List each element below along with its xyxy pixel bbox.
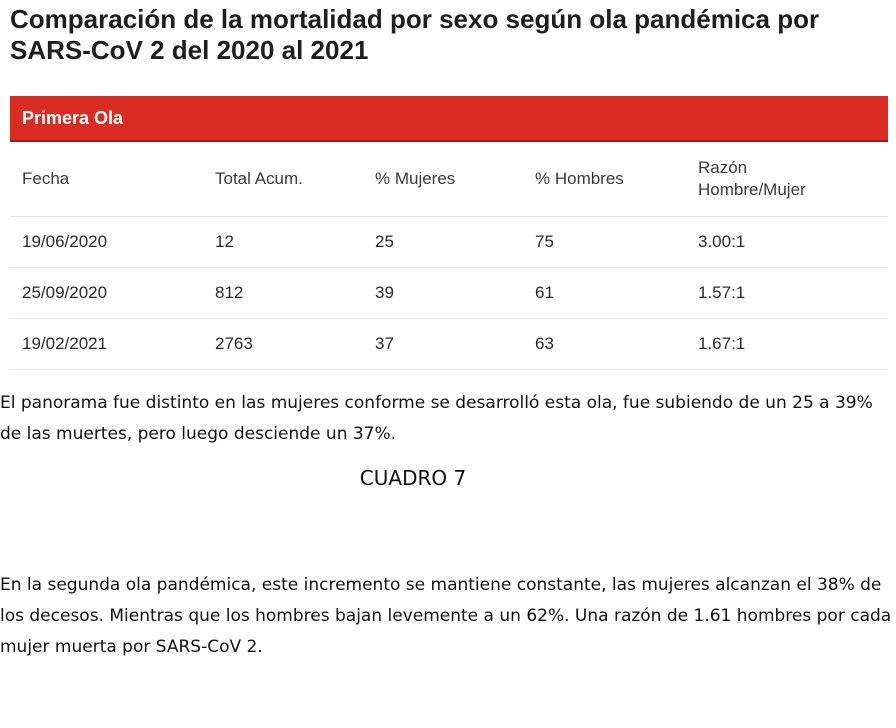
cell-hombres: 75 xyxy=(523,217,686,268)
column-header-total: Total Acum. xyxy=(203,142,363,217)
cell-mujeres: 39 xyxy=(363,268,523,319)
cell-fecha: 25/09/2020 xyxy=(10,268,203,319)
table-caption: CUADRO 7 xyxy=(359,466,467,490)
cell-total: 2763 xyxy=(203,319,363,370)
column-header-razon: Razón Hombre/Mujer xyxy=(686,142,888,217)
paragraph-second-wave: En la segunda ola pandémica, este incremento se mantiene constante, las mujeres alcanzan el 38% de los decesos. Mientras que los hombres bajan levemente a un 62%. Una razón de 1.61 hombres por cada mujer muerta por SARS-CoV 2. xyxy=(0,575,892,657)
cell-fecha: 19/02/2021 xyxy=(10,319,203,370)
table-row xyxy=(10,319,888,370)
cell-razon: 1.67:1 xyxy=(686,319,888,370)
table-row xyxy=(10,217,888,268)
mortality-table-card xyxy=(10,96,888,370)
table-row xyxy=(10,268,888,319)
cell-hombres: 63 xyxy=(523,319,686,370)
cell-razon: 1.57:1 xyxy=(686,268,888,319)
card-header: Primera Ola xyxy=(10,96,888,142)
column-header-hombres: % Hombres xyxy=(523,142,686,217)
table-header-row xyxy=(10,142,888,217)
column-header-fecha: Fecha xyxy=(10,142,203,217)
page-title: Comparación de la mortalidad por sexo según ola pandémica por SARS-CoV 2 del 2020 al 2021 xyxy=(10,4,820,65)
cell-total: 12 xyxy=(203,217,363,268)
cell-razon: 3.00:1 xyxy=(686,217,888,268)
paragraph-first-wave: El panorama fue distinto en las mujeres conforme se desarrolló esta ola, fue subiendo de un 25 a 39% de las muertes, pero luego desciende un 37%. xyxy=(0,393,873,444)
mortality-table xyxy=(10,142,888,370)
cell-fecha: 19/06/2020 xyxy=(10,217,203,268)
cell-mujeres: 25 xyxy=(363,217,523,268)
cell-total: 812 xyxy=(203,268,363,319)
column-header-mujeres: % Mujeres xyxy=(363,142,523,217)
cell-hombres: 61 xyxy=(523,268,686,319)
cell-mujeres: 37 xyxy=(363,319,523,370)
